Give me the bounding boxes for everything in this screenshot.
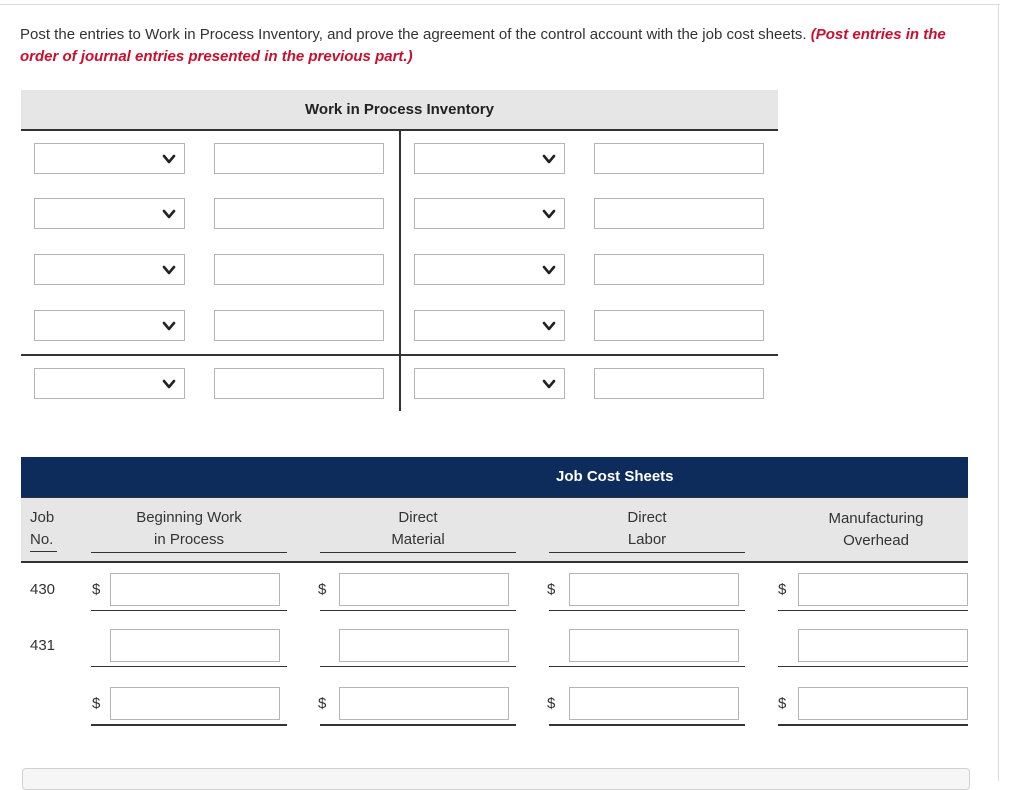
- t-account-vertical-line: [399, 131, 401, 411]
- chevron-down-icon: [542, 152, 556, 166]
- cell-underline: [91, 666, 287, 667]
- cell-underline: [320, 724, 516, 726]
- header-job-no: [30, 507, 54, 551]
- currency-symbol: $: [318, 695, 327, 712]
- credit-account-select[interactable]: [414, 368, 565, 399]
- currency-symbol: $: [547, 581, 556, 598]
- cell-underline: [320, 666, 516, 667]
- moh-input[interactable]: [798, 629, 968, 662]
- currency-symbol: $: [778, 581, 787, 598]
- header-manufacturing-overhead: [778, 508, 974, 552]
- chevron-down-icon: [542, 377, 556, 391]
- cell-underline: [778, 666, 968, 667]
- debit-amount-input[interactable]: [214, 198, 384, 229]
- debit-account-select[interactable]: [34, 198, 185, 229]
- currency-symbol: $: [778, 695, 787, 712]
- bwip-input[interactable]: [110, 687, 280, 720]
- header-job-underline: [30, 551, 57, 552]
- chevron-down-icon: [542, 207, 556, 221]
- bwip-input[interactable]: [110, 629, 280, 662]
- header-beginning-wip: [91, 507, 287, 551]
- cell-underline: [549, 610, 745, 611]
- cell-underline: [549, 724, 745, 726]
- dl-input[interactable]: [569, 687, 739, 720]
- chevron-down-icon: [162, 377, 176, 391]
- dm-input[interactable]: [339, 687, 509, 720]
- header-dm-line1: Direct: [398, 509, 438, 526]
- credit-account-select[interactable]: [414, 198, 565, 229]
- debit-account-select[interactable]: [34, 368, 185, 399]
- chevron-down-icon: [162, 263, 176, 277]
- credit-account-select[interactable]: [414, 143, 565, 174]
- debit-amount-input[interactable]: [214, 310, 384, 341]
- cell-underline: [778, 610, 968, 611]
- currency-symbol: $: [92, 695, 101, 712]
- header-moh-line2: Overhead: [843, 532, 909, 549]
- header-dl-line2: Labor: [627, 531, 667, 548]
- right-divider: [998, 4, 999, 781]
- dl-input[interactable]: [569, 629, 739, 662]
- currency-symbol: $: [318, 581, 327, 598]
- instructions-note: (Post entries in the order of journal entries presented in the previous part.): [20, 26, 946, 65]
- job-cost-sheets-header: [21, 457, 968, 498]
- header-bwip-underline: [91, 552, 287, 553]
- header-job-line1: Job: [30, 509, 55, 526]
- dl-input[interactable]: [569, 573, 739, 606]
- debit-amount-input[interactable]: [214, 368, 384, 399]
- instructions: [20, 24, 980, 68]
- chevron-down-icon: [542, 319, 556, 333]
- debit-account-select[interactable]: [34, 310, 185, 341]
- header-dm-underline: [320, 552, 516, 553]
- header-dl-line1: Direct: [627, 509, 667, 526]
- cell-underline: [778, 724, 968, 726]
- chevron-down-icon: [542, 263, 556, 277]
- moh-input[interactable]: [798, 573, 968, 606]
- next-section-card: [22, 768, 970, 790]
- credit-amount-input[interactable]: [594, 310, 764, 341]
- header-direct-material: [320, 507, 516, 551]
- job-cost-sheets-title: Job Cost Sheets: [556, 468, 674, 485]
- cell-underline: [320, 610, 516, 611]
- job-number: 431: [30, 637, 56, 654]
- top-divider: [0, 4, 1000, 5]
- credit-amount-input[interactable]: [594, 254, 764, 285]
- debit-account-select[interactable]: [34, 254, 185, 285]
- credit-amount-input[interactable]: [594, 143, 764, 174]
- dm-input[interactable]: [339, 629, 509, 662]
- debit-amount-input[interactable]: [214, 254, 384, 285]
- chevron-down-icon: [162, 207, 176, 221]
- chevron-down-icon: [162, 319, 176, 333]
- currency-symbol: $: [547, 695, 556, 712]
- header-direct-labor: [549, 507, 745, 551]
- cell-underline: [91, 610, 287, 611]
- credit-account-select[interactable]: [414, 310, 565, 341]
- currency-symbol: $: [92, 581, 101, 598]
- header-job-line2: No.: [30, 531, 54, 548]
- t-account-total-line: [21, 354, 778, 356]
- cell-underline: [91, 724, 287, 726]
- debit-account-select[interactable]: [34, 143, 185, 174]
- header-dm-line2: Material: [391, 531, 445, 548]
- credit-account-select[interactable]: [414, 254, 565, 285]
- credit-amount-input[interactable]: [594, 368, 764, 399]
- header-bwip-line1: Beginning Work: [136, 509, 242, 526]
- header-bwip-line2: in Process: [153, 531, 225, 548]
- chevron-down-icon: [162, 152, 176, 166]
- dm-input[interactable]: [339, 573, 509, 606]
- debit-amount-input[interactable]: [214, 143, 384, 174]
- job-number: 430: [30, 581, 56, 598]
- t-account-title: Work in Process Inventory: [21, 90, 778, 131]
- cell-underline: [549, 666, 745, 667]
- moh-input[interactable]: [798, 687, 968, 720]
- header-moh-line1: Manufacturing: [828, 510, 924, 527]
- header-dl-underline: [549, 552, 745, 553]
- credit-amount-input[interactable]: [594, 198, 764, 229]
- bwip-input[interactable]: [110, 573, 280, 606]
- instructions-text: Post the entries to Work in Process Inventory, and prove the agreement of the control account with the job cost sheets.: [20, 26, 807, 43]
